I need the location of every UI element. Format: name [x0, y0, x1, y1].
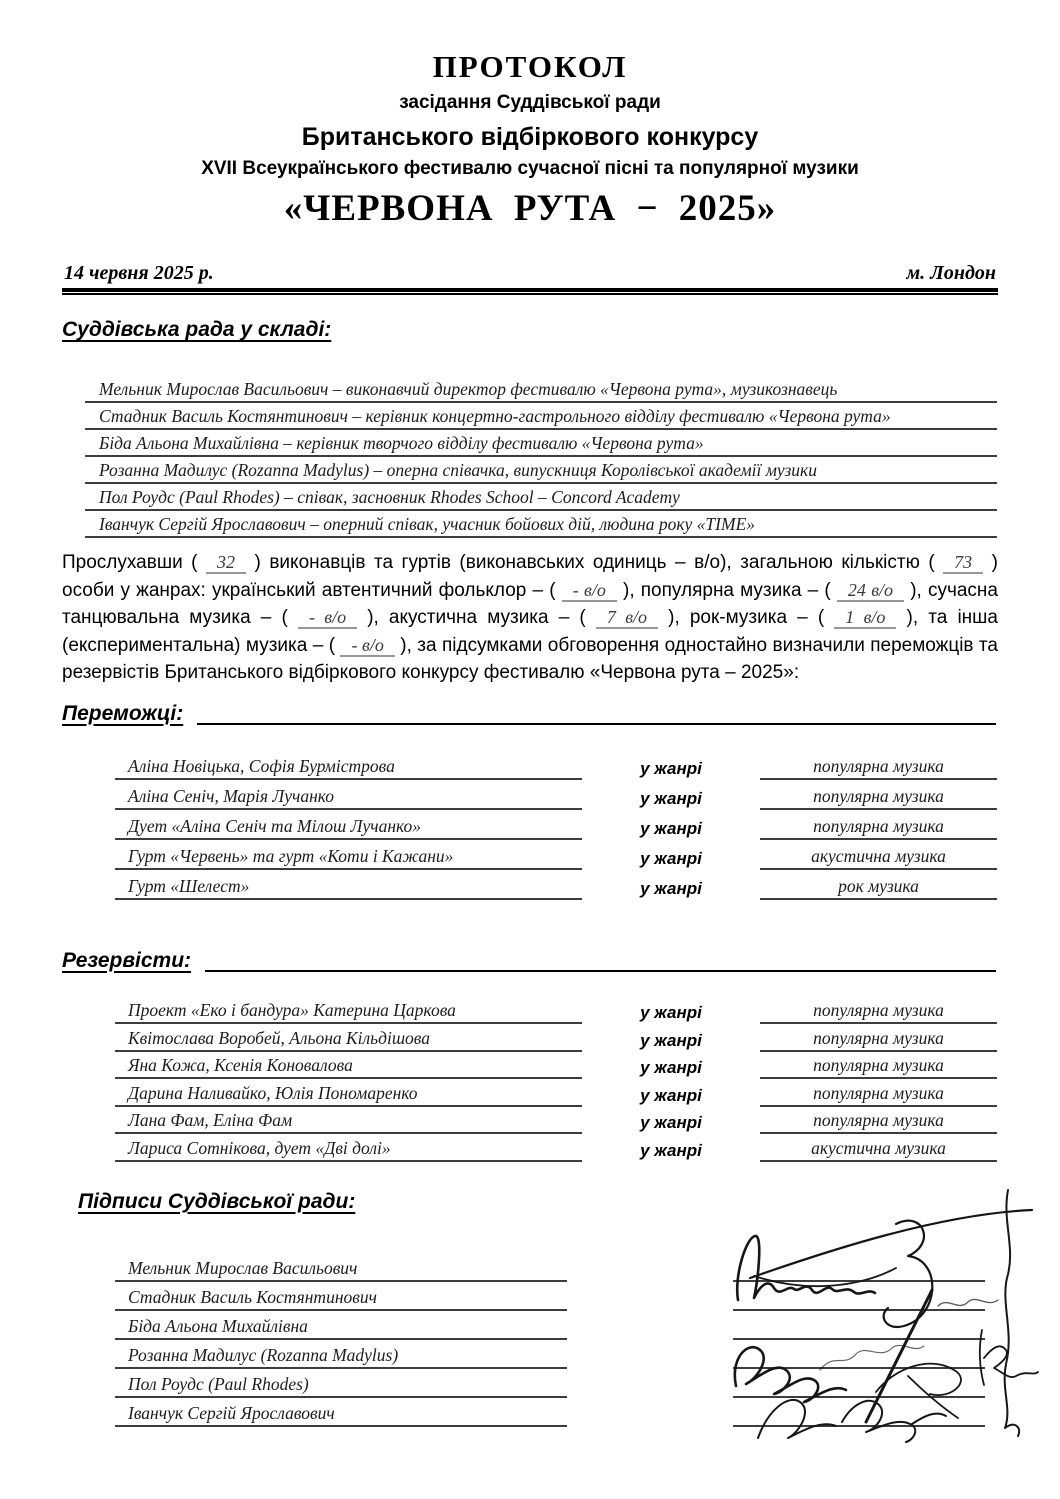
signatures-table [62, 1253, 998, 1427]
jury-member-row [85, 403, 997, 430]
spacer [567, 1282, 733, 1311]
jury-member-text: Іванчук Сергій Ярославович – оперний співак, учасник бойових дій, людина року «TIME» [99, 514, 756, 534]
folk-count-blank: - в/о [562, 580, 617, 602]
spacer [62, 1282, 115, 1311]
winner-row [62, 840, 998, 870]
reserve-name: Лана Фам, Еліна Фам [115, 1107, 582, 1135]
reserve-row [62, 1052, 998, 1080]
performers-count-blank: 32 [206, 552, 246, 574]
genre-label: у жанрі [640, 878, 702, 898]
signature-row [62, 1311, 998, 1340]
reserves-table [62, 997, 998, 1162]
winner-genre: популярна музика [760, 810, 997, 840]
summary-text: ), рок-музика – ( [658, 607, 835, 628]
summary-text: ), та інша (експериментальна) музика – ( [62, 607, 998, 656]
reserve-name: Проект «Еко і бандура» Катерина Царкова [115, 997, 582, 1025]
summary-text: Прослухавши ( [62, 552, 207, 573]
spacer [62, 1253, 115, 1282]
genre-label: у жанрі [640, 1058, 702, 1077]
signatory-name: Пол Роудс (Paul Rhodes) [115, 1369, 567, 1398]
spacer [62, 870, 115, 900]
summary-text: ), акустична музика – ( [357, 607, 596, 628]
document-date: 14 червня 2025 р. [64, 262, 214, 284]
document-header [62, 0, 998, 230]
spacer [62, 1079, 115, 1107]
acoustic-count-blank: 7 в/о [596, 607, 658, 629]
signature-row [62, 1398, 998, 1427]
reserve-name: Квітослава Воробей, Альона Кільдішова [115, 1024, 582, 1052]
spacer [62, 1369, 115, 1398]
jury-member-row [85, 457, 997, 484]
spacer [62, 1024, 115, 1052]
reserve-name: Дарина Наливайко, Юлія Пономаренко [115, 1079, 582, 1107]
spacer [62, 1134, 115, 1162]
signature-row [62, 1369, 998, 1398]
spacer [62, 1340, 115, 1369]
genre-label: у жанрі [640, 818, 702, 838]
winner-row [62, 750, 998, 780]
jury-member-text: Пол Роудс (Paul Rhodes) – співак, засновник Rhodes School – Concord Academy [99, 487, 680, 507]
festival-edition-line: XVII Всеукраїнського фестивалю сучасної пісні та популярної музики [201, 158, 859, 179]
signature-row [62, 1253, 998, 1282]
signature-line [733, 1398, 985, 1427]
jury-heading: Суддівська рада у складі: [62, 318, 332, 341]
reserve-genre: акустична музика [760, 1134, 997, 1162]
winners-heading-row [62, 700, 998, 728]
genre-label: у жанрі [640, 1140, 702, 1160]
winner-name: Гурт «Червень» та гурт «Коти і Кажани» [115, 840, 582, 870]
winner-genre: акустична музика [760, 840, 997, 870]
signatory-name: Розанна Мадилус (Rozanna Madylus) [115, 1340, 567, 1369]
jury-member-text: Розанна Мадилус (Rozanna Madylus) – оперна співачка, випускниця Королівської академії музики [99, 460, 817, 480]
signature-line [733, 1340, 985, 1369]
winner-name: Аліна Новіцька, Софія Бурмістрова [115, 750, 582, 780]
reserve-genre: популярна музика [760, 1107, 997, 1135]
spacer [567, 1398, 733, 1427]
header-divider [62, 288, 998, 295]
genre-label: у жанрі [640, 1085, 702, 1105]
jury-member-text: Мельник Мирослав Васильович – виконавчий директор фестивалю «Червона рута», музикознавець [99, 379, 838, 399]
spacer [62, 840, 115, 870]
dance-count-blank: - в/о [298, 607, 357, 629]
signature-line [733, 1282, 985, 1311]
winner-genre: рок музика [760, 870, 997, 900]
winner-genre: популярна музика [760, 780, 997, 810]
genre-label: у жанрі [640, 1113, 702, 1132]
spacer [62, 810, 115, 840]
competition-line: Британського відбіркового конкурсу [301, 123, 759, 151]
reserves-heading-row [62, 947, 998, 975]
summary-paragraph [62, 549, 998, 687]
festival-name: «ЧЕРВОНА РУТА − 2025» [283, 188, 777, 229]
spacer [62, 1107, 115, 1135]
winner-row [62, 780, 998, 810]
rock-count-blank: 1 в/о [834, 607, 896, 629]
winner-genre: популярна музика [760, 750, 997, 780]
jury-member-row [85, 484, 997, 511]
session-line: засідання Суддівської ради [399, 92, 661, 113]
spacer [62, 1398, 115, 1427]
genre-label: у жанрі [640, 1003, 702, 1022]
winner-row [62, 870, 998, 900]
experimental-count-blank: - в/о [340, 635, 394, 657]
reserve-row [62, 1079, 998, 1107]
winners-heading: Переможці: [62, 701, 184, 725]
date-place-row [62, 261, 998, 285]
signature-line [733, 1311, 985, 1340]
signatory-name: Іванчук Сергій Ярославович [115, 1398, 567, 1427]
reserve-genre: популярна музика [760, 997, 997, 1025]
document-city: м. Лондон [906, 262, 996, 284]
spacer [62, 997, 115, 1025]
spacer [567, 1340, 733, 1369]
summary-text: ), за підсумками обговорення одностайно визначили переможців та резервістів Британського відбіркового конкурсу фестивалю «Червона рута – 2025»: [62, 634, 998, 683]
reserves-blank-line [205, 970, 996, 972]
summary-text: ), популярна музика – ( [616, 579, 837, 601]
winners-blank-line [197, 723, 996, 725]
spacer [62, 750, 115, 780]
pop-count-blank: 24 в/о [837, 580, 904, 602]
summary-text: ), сучасна танцювальна музика – ( [62, 579, 998, 628]
spacer [567, 1253, 733, 1282]
signatory-name: Біда Альона Михайлівна [115, 1311, 567, 1340]
jury-member-row [85, 511, 997, 538]
reserve-genre: популярна музика [760, 1079, 997, 1107]
reserve-row [62, 1024, 998, 1052]
genre-label: у жанрі [640, 848, 702, 868]
spacer [62, 1311, 115, 1340]
signature-line [733, 1369, 985, 1398]
jury-table [85, 376, 997, 538]
signature-line [733, 1253, 985, 1282]
spacer [62, 780, 115, 810]
reserve-row [62, 1107, 998, 1135]
reserves-heading: Резервісти: [62, 948, 192, 972]
summary-text: ) виконавців та гуртів (виконавських одиниць – в/о), загальною кількістю ( [246, 552, 944, 573]
jury-member-text: Стадник Василь Костянтинович – керівник концертно-гастрольного відділу фестивалю «Червона рута» [99, 406, 891, 426]
winner-row [62, 810, 998, 840]
winner-name: Гурт «Шелест» [115, 870, 582, 900]
reserve-row [62, 997, 998, 1025]
document-title: ПРОТОКОЛ [432, 49, 628, 84]
reserve-genre: популярна музика [760, 1052, 997, 1080]
jury-member-row [85, 376, 997, 403]
signatory-name: Мельник Мирослав Васильович [115, 1253, 567, 1282]
summary-text: ) особи у жанрах: український автентичний фольклор – ( [62, 552, 998, 601]
signature-row [62, 1340, 998, 1369]
spacer [62, 1052, 115, 1080]
signatory-name: Стадник Василь Костянтинович [115, 1282, 567, 1311]
reserve-name: Лариса Сотнікова, дует «Дві долі» [115, 1134, 582, 1162]
winner-name: Аліна Сеніч, Марія Лучанко [115, 780, 582, 810]
spacer [567, 1369, 733, 1398]
jury-member-row [85, 430, 997, 457]
genre-label: у жанрі [640, 788, 702, 808]
jury-member-text: Біда Альона Михайлівна – керівник творчого відділу фестивалю «Червона рута» [99, 433, 704, 453]
signatures-heading: Підписи Суддівської ради: [78, 1189, 356, 1213]
reserve-row [62, 1134, 998, 1162]
genre-label: у жанрі [640, 758, 702, 778]
genre-label: у жанрі [640, 1030, 702, 1050]
reserve-genre: популярна музика [760, 1024, 997, 1052]
reserve-name: Яна Кожа, Ксенія Коновалова [115, 1052, 582, 1080]
spacer [567, 1311, 733, 1340]
signature-row [62, 1282, 998, 1311]
winners-table [62, 750, 998, 900]
winner-name: Дует «Аліна Сеніч та Мілош Лучанко» [115, 810, 582, 840]
people-count-blank: 73 [943, 552, 983, 574]
